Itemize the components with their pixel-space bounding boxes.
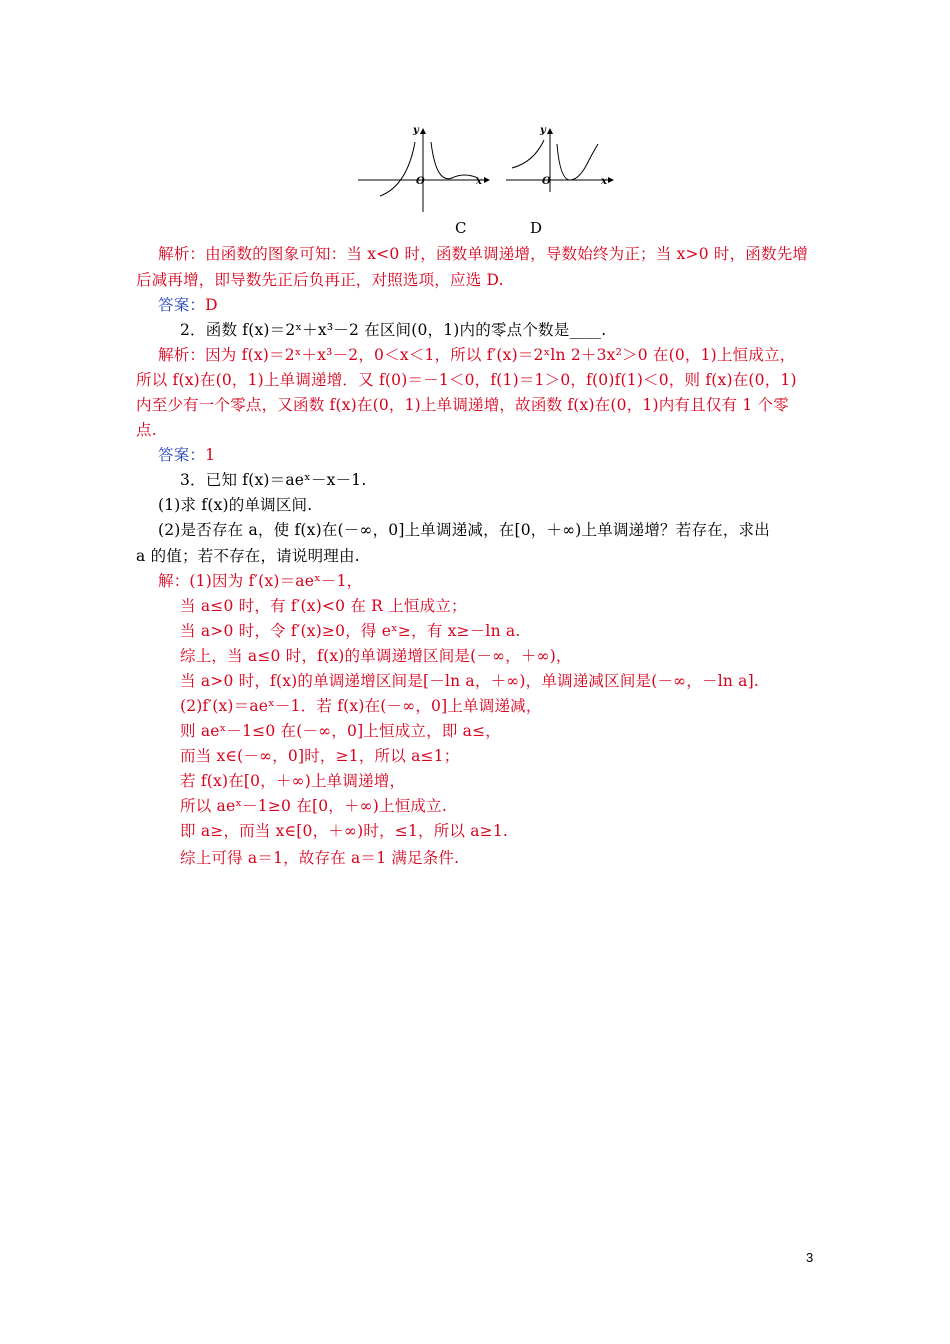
origin-label: O <box>542 176 551 187</box>
q2-question: 2．函数 f(x)＝2ˣ＋x³－2 在区间(0，1)内的零点个数是____. <box>180 321 607 339</box>
q2-analysis-line: 所以 f(x)在(0，1)上单调递增．又 f(0)＝－1＜0，f(1)＝1＞0，f(0)f(1)＜0，则 f(x)在(0，1) <box>136 371 797 389</box>
analysis-label: 解析： <box>158 245 206 263</box>
q3-solution-line: 而当 x∈(－∞，0]时，≥1，所以 a≤1； <box>180 747 460 765</box>
graph-d-caption: D <box>530 219 543 237</box>
q2-analysis-line <box>158 345 795 365</box>
graph-c-caption: C <box>455 219 467 237</box>
q3-solution-line: 当 a≤0 时，有 f′(x)<0 在 R 上恒成立； <box>180 597 467 615</box>
q3-part2: a 的值；若不存在，请说明理由. <box>136 547 360 565</box>
q3-question: 3．已知 f(x)＝aeˣ－x－1. <box>180 471 367 489</box>
answer-label: 答案： <box>158 446 206 464</box>
q3-solution-line: 当 a>0 时，令 f′(x)≥0，得 eˣ≥，有 x≥－ln a. <box>180 622 521 640</box>
q3-solution-line <box>158 571 362 591</box>
q3-part2: (2)是否存在 a，使 f(x)在(－∞，0]上单调递减，在[0，＋∞)上单调递增？若存在，求出 <box>158 521 770 539</box>
q3-solution-line: 即 a≥，而当 x∈[0，＋∞)时，≤1，所以 a≥1. <box>180 822 509 840</box>
q3-solution-line: 当 a>0 时，f(x)的单调递增区间是[－ln a，＋∞)，单调递减区间是(－∞，－ln a]. <box>180 672 759 690</box>
solution-text: (1)因为 f′(x)＝aeˣ－1， <box>189 572 363 590</box>
q3-solution-line: 综上，当 a≤0 时，f(x)的单调递增区间是(－∞，＋∞)， <box>180 647 572 665</box>
graph-c <box>352 122 492 214</box>
analysis-text: 由函数的图象可知：当 x<0 时，函数单调递增，导数始终为正；当 x>0 时，函数先增 <box>205 245 809 263</box>
y-axis-label: y <box>413 125 419 136</box>
q2-answer <box>158 445 215 465</box>
q3-solution-line: (2)f′(x)＝aeˣ－1．若 f(x)在(－∞，0]上单调递减， <box>180 697 542 715</box>
q1-analysis-line: 后减再增，即导数先正后负再正，对照选项，应选 D. <box>136 271 504 289</box>
q3-solution-line: 所以 aeˣ－1≥0 在[0，＋∞)上恒成立. <box>180 797 447 815</box>
y-axis-label: y <box>540 125 546 136</box>
q2-analysis-line: 点. <box>136 421 157 439</box>
x-axis-label: x <box>601 176 607 187</box>
q3-solution-line: 若 f(x)在[0，＋∞)上单调递增， <box>180 772 406 790</box>
page-number: 3 <box>806 1250 814 1265</box>
answer-value: 1 <box>205 446 216 464</box>
q3-part1: (1)求 f(x)的单调区间. <box>158 496 313 514</box>
q3-solution-line: 则 aeˣ－1≤0 在(－∞，0]上恒成立，即 a≤， <box>180 722 501 740</box>
q1-answer <box>158 295 218 315</box>
solution-label: 解： <box>158 572 190 590</box>
x-axis-label: x <box>476 176 482 187</box>
origin-label: O <box>416 176 425 187</box>
analysis-label: 解析： <box>158 346 206 364</box>
graph-d <box>502 122 617 214</box>
answer-value: D <box>205 296 218 314</box>
answer-label: 答案： <box>158 296 206 314</box>
q1-analysis-line <box>158 244 808 264</box>
q2-analysis-line: 内至少有一个零点，又函数 f(x)在(0，1)上单调递增，故函数 f(x)在(0，1)内有且仅有 1 个零 <box>136 396 789 414</box>
q3-solution-line: 综上可得 a＝1，故存在 a＝1 满足条件. <box>180 849 460 867</box>
analysis-text: 因为 f(x)＝2ˣ＋x³－2，0＜x＜1，所以 f′(x)＝2ˣln 2＋3x²＞0 在(0，1)上恒成立， <box>205 346 796 364</box>
